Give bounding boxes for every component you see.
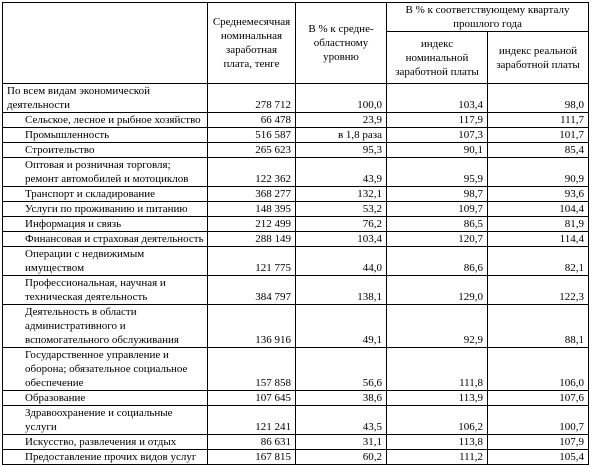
column-header-pct-quarter-group: В % к соответствующему кварталу прошлого года [387,3,589,32]
cell-pct-region: в 1,8 раза [296,128,387,143]
row-label: Предоставление прочих видов услуг [3,450,208,465]
cell-salary: 167 815 [208,450,296,465]
row-label: Здравоохранение и социальные услуги [3,406,208,435]
cell-real-index: 100,7 [488,406,589,435]
cell-pct-region: 43,9 [296,158,387,187]
table-row [3,187,589,202]
row-label: Транспорт и складирование [3,187,208,202]
table-row [3,435,589,450]
cell-salary: 107 645 [208,391,296,406]
table-row [3,406,589,435]
row-label: Информация и связь [3,217,208,232]
cell-pct-region: 100,0 [296,84,387,113]
cell-pct-region: 60,2 [296,450,387,465]
table-row [3,128,589,143]
cell-pct-region: 103,4 [296,232,387,247]
cell-nominal-index: 109,7 [387,202,488,217]
cell-real-index: 81,9 [488,217,589,232]
table-row [3,276,589,305]
cell-real-index: 85,4 [488,143,589,158]
cell-nominal-index: 98,7 [387,187,488,202]
cell-salary: 148 395 [208,202,296,217]
cell-pct-region: 44,0 [296,247,387,276]
corner-cell [3,3,208,84]
row-label: Операции с недвижимым имуществом [3,247,208,276]
row-label: Сельское, лесное и рыбное хозяйство [3,113,208,128]
cell-nominal-index: 95,9 [387,158,488,187]
table-row [3,348,589,391]
cell-nominal-index: 129,0 [387,276,488,305]
row-label: Образование [3,391,208,406]
table-row [3,143,589,158]
cell-pct-region: 53,2 [296,202,387,217]
cell-pct-region: 43,5 [296,406,387,435]
cell-salary: 384 797 [208,276,296,305]
cell-pct-region: 56,6 [296,348,387,391]
cell-pct-region: 76,2 [296,217,387,232]
cell-pct-region: 23,9 [296,113,387,128]
row-label: Строительство [3,143,208,158]
cell-nominal-index: 106,2 [387,406,488,435]
cell-real-index: 98,0 [488,84,589,113]
cell-nominal-index: 113,8 [387,435,488,450]
row-label: Профессиональная, научная и техническая деятельность [3,276,208,305]
cell-salary: 278 712 [208,84,296,113]
cell-pct-region: 49,1 [296,305,387,348]
cell-nominal-index: 120,7 [387,232,488,247]
cell-pct-region: 132,1 [296,187,387,202]
table-row [3,305,589,348]
cell-real-index: 101,7 [488,128,589,143]
cell-nominal-index: 111,2 [387,450,488,465]
row-label: Услуги по проживанию и питанию [3,202,208,217]
cell-nominal-index: 107,3 [387,128,488,143]
table-row [3,450,589,465]
table-header [3,3,589,84]
row-label: По всем видам экономической деятельности [3,84,208,113]
cell-nominal-index: 117,9 [387,113,488,128]
table-row [3,158,589,187]
row-label: Оптовая и розничная торговля; ремонт автомобилей и мотоциклов [3,158,208,187]
cell-salary: 136 916 [208,305,296,348]
cell-nominal-index: 90,1 [387,143,488,158]
cell-pct-region: 31,1 [296,435,387,450]
table-row [3,247,589,276]
cell-real-index: 90,9 [488,158,589,187]
row-label: Деятельность в области административного и вспомогательного обслуживания [3,305,208,348]
cell-salary: 212 499 [208,217,296,232]
cell-real-index: 111,7 [488,113,589,128]
cell-real-index: 93,6 [488,187,589,202]
table-row [3,217,589,232]
cell-salary: 157 858 [208,348,296,391]
table-row [3,84,589,113]
row-label: Государственное управление и оборона; обязательное социальное обеспечение [3,348,208,391]
cell-salary: 265 623 [208,143,296,158]
row-label: Промышленность [3,128,208,143]
cell-nominal-index: 86,6 [387,247,488,276]
cell-nominal-index: 92,9 [387,305,488,348]
cell-pct-region: 38,6 [296,391,387,406]
row-label: Искусство, развлечения и отдых [3,435,208,450]
cell-pct-region: 95,3 [296,143,387,158]
cell-real-index: 122,3 [488,276,589,305]
wages-statistics-table [2,2,589,465]
cell-real-index: 107,6 [488,391,589,406]
cell-salary: 66 478 [208,113,296,128]
cell-real-index: 105,4 [488,450,589,465]
cell-salary: 122 362 [208,158,296,187]
table-row [3,113,589,128]
column-header-pct-region: В % к средне-областному уровню [296,3,387,84]
cell-nominal-index: 113,9 [387,391,488,406]
cell-nominal-index: 111,8 [387,348,488,391]
cell-salary: 121 241 [208,406,296,435]
cell-real-index: 82,1 [488,247,589,276]
column-header-nominal-index: индекс номинальной заработной платы [387,32,488,84]
cell-real-index: 88,1 [488,305,589,348]
column-header-salary: Среднемесячная номинальная заработная плата, тенге [208,3,296,84]
cell-nominal-index: 103,4 [387,84,488,113]
table-row [3,202,589,217]
cell-real-index: 107,9 [488,435,589,450]
cell-real-index: 104,4 [488,202,589,217]
cell-salary: 368 277 [208,187,296,202]
table-row [3,232,589,247]
cell-pct-region: 138,1 [296,276,387,305]
cell-salary: 516 587 [208,128,296,143]
cell-real-index: 114,4 [488,232,589,247]
header-row-group [3,3,589,32]
cell-salary: 121 775 [208,247,296,276]
table-body [3,84,589,465]
cell-salary: 86 631 [208,435,296,450]
cell-nominal-index: 86,5 [387,217,488,232]
column-header-real-index: индекс реальной заработной платы [488,32,589,84]
table-row [3,391,589,406]
cell-salary: 288 149 [208,232,296,247]
cell-real-index: 106,0 [488,348,589,391]
row-label: Финансовая и страховая деятельность [3,232,208,247]
